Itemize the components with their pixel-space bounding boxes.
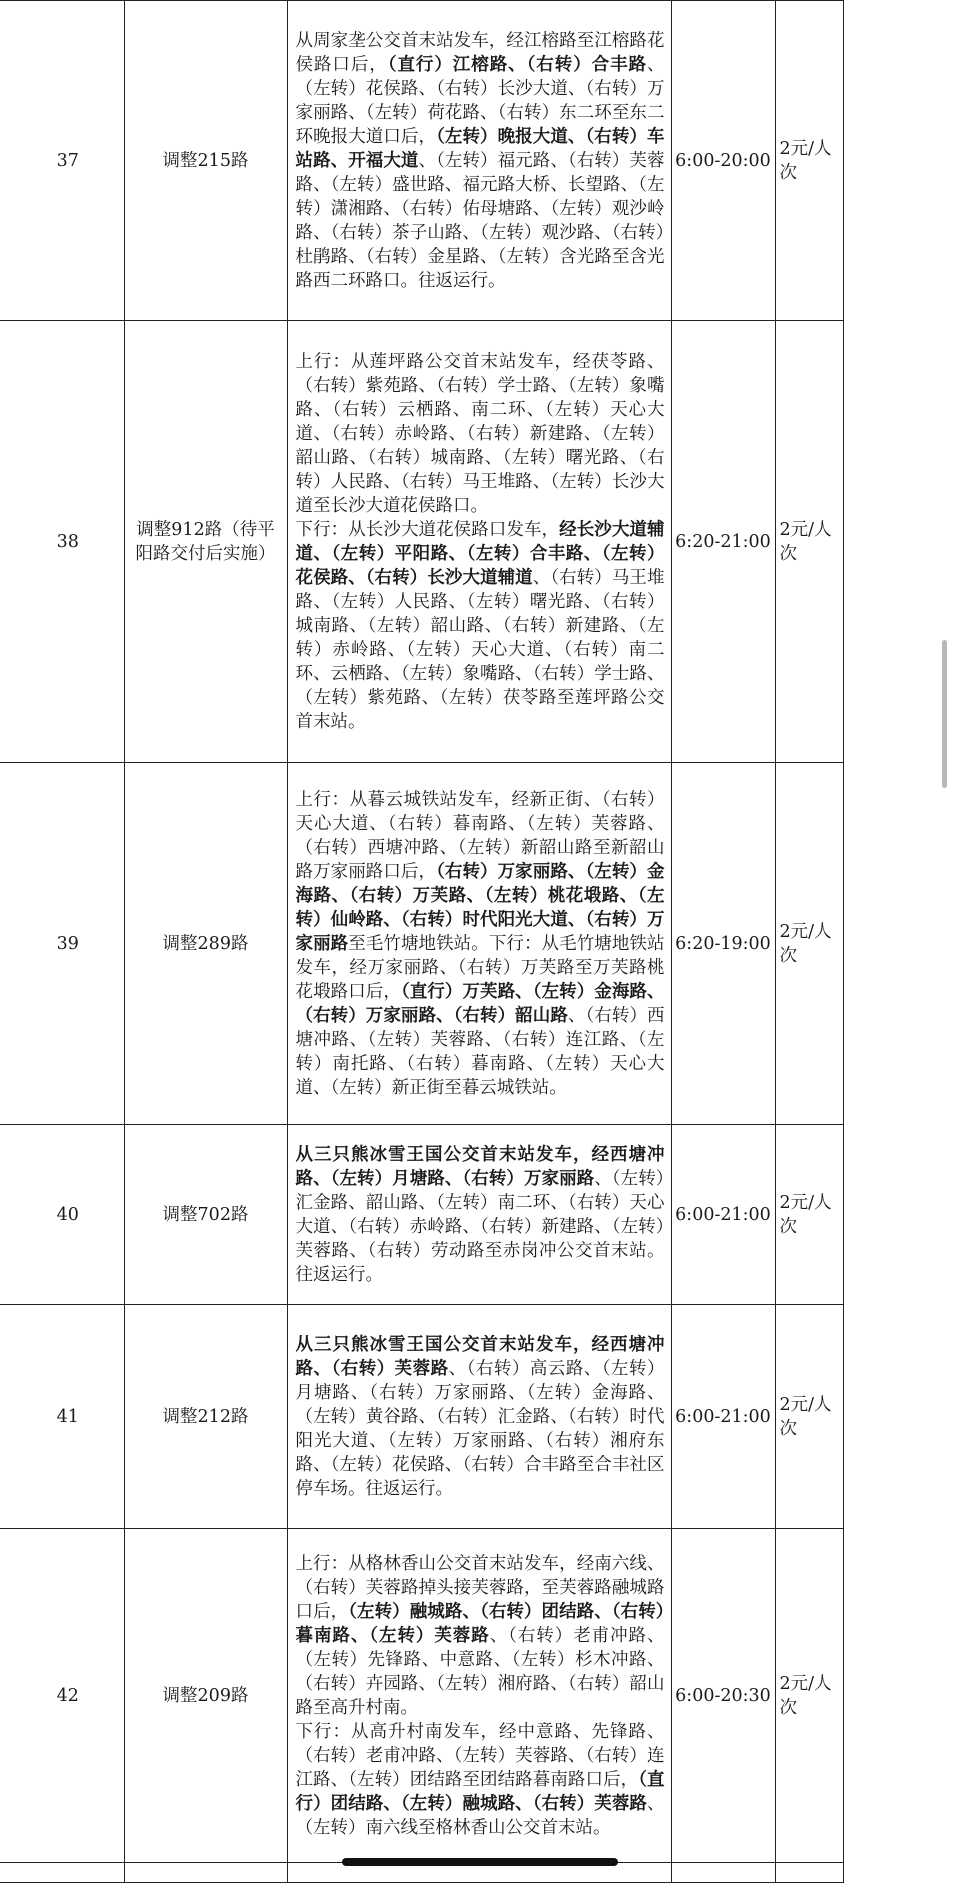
service-hours: 6:20-21:00 (671, 321, 775, 763)
table-row (0, 1, 843, 321)
route-segment: 、（右转）老甫冲路、（左转）先锋路、中意路、（左转）杉木冲路、（右转）卉园路、（左转）湘府路、（右转）韶山路至高升村南。 (295, 1625, 665, 1718)
row-number: 38 (0, 321, 124, 763)
service-hours: 6:00-21:00 (671, 1305, 775, 1529)
route-segment-highlighted: （左转）融城路、（右转）团结路、（右转）暮南路、（左转）芙蓉路 (295, 1601, 665, 1646)
route-segment: 、（左转）汇金路、韶山路、（左转）南二环、（右转）天心大道、（右转）赤岭路、（右转）新建路、（左转）芙蓉路、（右转）劳动路至赤岗冲公交首末站。往返运行。 (295, 1168, 665, 1285)
route-segment: 上行：从暮云城铁站发车，经新正街、（右转）天心大道、（右转）暮南路、（左转）芙蓉路、（右转）西塘冲路、（左转）新韶山路至新韶山路万家丽路口后， (295, 789, 665, 882)
table-row (0, 763, 843, 1125)
row-number: 37 (0, 1, 124, 321)
route-name: 调整702路 (124, 1125, 287, 1305)
route-description (287, 321, 671, 763)
route-segment-highlighted: （直行）江榕路、（右转）合丰路 (387, 54, 647, 75)
service-hours: 6:20-19:00 (671, 763, 775, 1125)
route-segment-highlighted: （直行）团结路、（左转）融城路、（右转）芙蓉路 (295, 1769, 665, 1814)
route-segment: 下行：从长沙大道花侯路口发车， (295, 519, 560, 540)
fare: 2元/人次 (775, 1529, 843, 1863)
table-row (0, 1529, 843, 1863)
route-name: 调整212路 (124, 1305, 287, 1529)
table-row (0, 1125, 843, 1305)
route-name: 调整215路 (124, 1, 287, 321)
route-description (287, 1305, 671, 1529)
route-name: 调整289路 (124, 763, 287, 1125)
route-segment-highlighted: 从三只熊冰雪王国公交首末站发车，经西塘冲路、（右转）芙蓉路 (295, 1334, 665, 1379)
route-name: 调整912路（待平阳路交付后实施） (124, 321, 287, 763)
route-segment: 、（左转）福元路、（右转）芙蓉路、（左转）盛世路、福元路大桥、长望路、（左转）潇湘路、（右转）佑母塘路、（左转）观沙岭路、（右转）茶子山路、（左转）观沙路、（右转）杜鹃路、（右转）金星路、（左转）含光路至含光路西二环路口。往返运行。 (295, 150, 665, 291)
row-number: 39 (0, 763, 124, 1125)
fare: 2元/人次 (775, 763, 843, 1125)
route-segment: 、（右转）马王堆路、（左转）人民路、（左转）曙光路、（右转）城南路、（左转）韶山路、（右转）新建路、（左转）赤岭路、（左转）天心大道、（右转）南二环、云栖路、（左转）象嘴路、（右转）学士路、（左转）紫苑路、（左转）茯苓路至莲坪路公交首末站。 (295, 567, 665, 732)
route-segment: 上行：从莲坪路公交首末站发车，经茯苓路、（右转）紫苑路、（右转）学士路、（左转）象嘴路、（右转）云栖路、南二环、（左转）天心大道、（右转）赤岭路、（右转）新建路、（左转）韶山路、（右转）城南路、（左转）曙光路、（右转）人民路、（右转）马王堆路、（左转）长沙大道至长沙大道花侯路口。 (295, 351, 665, 516)
route-segment: 、（左转）南六线至格林香山公交首末站。 (295, 1793, 665, 1838)
route-segment: 下行：从高升村南发车，经中意路、先锋路、（右转）老甫冲路、（左转）芙蓉路、（右转）连江路、（左转）团结路至团结路暮南路口后， (295, 1721, 665, 1790)
row-number: 42 (0, 1529, 124, 1863)
fare: 2元/人次 (775, 321, 843, 763)
route-segment: 至毛竹塘地铁站。下行：从毛竹塘地铁站发车，经万家丽路、（右转）万芙路至万芙路桃花塅路口后， (295, 933, 665, 1002)
route-segment: 从周家垄公交首末站发车，经江榕路至江榕路花侯路口后， (295, 30, 665, 75)
route-description (287, 763, 671, 1125)
route-segment-highlighted: （直行）万芙路、（左转）金海路、（右转）万家丽路、（右转）韶山路 (295, 981, 665, 1026)
route-description (287, 1529, 671, 1863)
route-name: 调整209路 (124, 1529, 287, 1863)
route-segment: 、（左转）花侯路、（右转）长沙大道、（右转）万家丽路、（左转）荷花路、（右转）东二环至东二环晚报大道口后， (295, 54, 665, 147)
home-indicator[interactable] (342, 1858, 618, 1866)
route-segment-highlighted: 从三只熊冰雪王国公交首末站发车，经西塘冲路、（左转）月塘路、（右转）万家丽路 (295, 1144, 665, 1189)
fare: 2元/人次 (775, 1305, 843, 1529)
service-hours: 6:00-20:00 (671, 1, 775, 321)
row-number: 41 (0, 1305, 124, 1529)
service-hours: 6:00-21:00 (671, 1125, 775, 1305)
vertical-scrollbar[interactable] (942, 640, 947, 788)
route-segment: 、（右转）高云路、（左转）月塘路、（右转）万家丽路、（左转）金海路、（左转）黄谷路、（右转）汇金路、（右转）时代阳光大道、（左转）万家丽路、（右转）湘府东路、（左转）花侯路、（右转）合丰路至合丰社区停车场。往返运行。 (295, 1358, 665, 1499)
service-hours: 6:00-20:30 (671, 1529, 775, 1863)
route-segment-highlighted: （左转）晚报大道、（右转）车站路、开福大道 (295, 126, 665, 171)
route-segment-highlighted: 经长沙大道辅道、（左转）平阳路、（左转）合丰路、（左转）花侯路、（右转）长沙大道辅道 (295, 519, 665, 588)
route-segment: 、（右转）西塘冲路、（左转）芙蓉路、（右转）连江路、（左转）南托路、（右转）暮南路、（左转）天心大道、（左转）新正街至暮云城铁站。 (295, 1005, 665, 1098)
route-description (287, 1125, 671, 1305)
route-segment: 上行：从格林香山公交首末站发车，经南六线、（右转）芙蓉路掉头接芙蓉路，至芙蓉路融城路口后， (295, 1553, 665, 1622)
route-description (287, 1, 671, 321)
fare: 2元/人次 (775, 1, 843, 321)
table-row (0, 1305, 843, 1529)
table-row (0, 321, 843, 763)
row-number: 40 (0, 1125, 124, 1305)
route-segment-highlighted: （右转）万家丽路、（左转）金海路、（右转）万芙路、（左转）桃花塅路、（左转）仙岭路、（右转）时代阳光大道、（右转）万家丽路 (295, 861, 665, 954)
fare: 2元/人次 (775, 1125, 843, 1305)
